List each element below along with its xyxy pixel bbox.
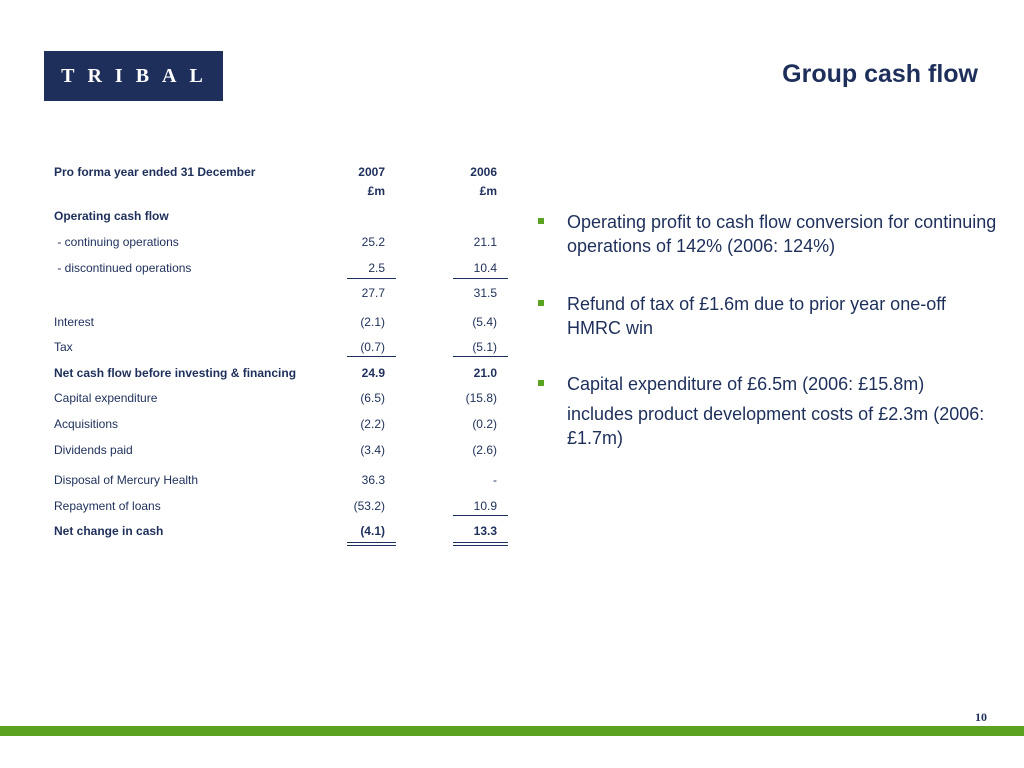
table-row bbox=[54, 315, 514, 335]
table-row bbox=[54, 443, 514, 463]
bullet-square-icon bbox=[538, 300, 544, 306]
table-row bbox=[54, 366, 514, 386]
bullet-text: Capital expenditure of £6.5m (2006: £15.8m) bbox=[567, 374, 925, 394]
table-header-row bbox=[54, 165, 514, 185]
value-2007: (6.5) bbox=[360, 391, 385, 405]
row-label: Net cash flow before investing & financing bbox=[54, 366, 297, 380]
row-label: - continuing operations bbox=[54, 235, 179, 249]
value-2006: 13.3 bbox=[473, 524, 497, 538]
table-row bbox=[54, 340, 514, 360]
page-number: 10 bbox=[975, 710, 987, 724]
value-2007: (2.2) bbox=[360, 417, 385, 431]
table-row bbox=[54, 417, 514, 437]
row-label: Operating cash flow bbox=[54, 209, 169, 223]
row-label: Repayment of loans bbox=[54, 499, 161, 513]
value-2006: (5.4) bbox=[472, 315, 497, 329]
value-2007: 27.7 bbox=[361, 286, 385, 300]
bullet-text: includes product development costs of £2.3m (2006: £1.7m) bbox=[567, 404, 985, 448]
value-2006: - bbox=[493, 473, 497, 487]
table-row bbox=[54, 286, 514, 306]
row-label: Capital expenditure bbox=[54, 391, 158, 405]
value-2007: 24.9 bbox=[361, 366, 385, 380]
year-2007-header: 2007 bbox=[358, 165, 385, 179]
row-label: Acquisitions bbox=[54, 417, 119, 431]
footer-bar bbox=[0, 726, 1024, 736]
subtotal-rule-2006 bbox=[453, 278, 508, 279]
table-row bbox=[54, 235, 514, 255]
row-label: Disposal of Mercury Health bbox=[54, 473, 199, 487]
tribal-logo: TRIBAL bbox=[44, 51, 223, 101]
value-2007: 36.3 bbox=[361, 473, 385, 487]
total-double-rule-2007 bbox=[347, 542, 396, 546]
year-2006-header: 2006 bbox=[470, 165, 497, 179]
row-label: - discontinued operations bbox=[54, 261, 192, 275]
bullet-square-icon bbox=[538, 218, 544, 224]
value-2007: 2.5 bbox=[368, 261, 385, 275]
value-2006: (2.6) bbox=[472, 443, 497, 457]
value-2006: 31.5 bbox=[473, 286, 497, 300]
value-2007: (0.7) bbox=[360, 340, 385, 354]
row-label: Net change in cash bbox=[54, 524, 164, 538]
value-2007: (2.1) bbox=[360, 315, 385, 329]
value-2007: (4.1) bbox=[360, 524, 385, 538]
table-row bbox=[54, 209, 514, 229]
subtotal-rule-2006 bbox=[453, 515, 508, 516]
unit-2006: £m bbox=[479, 184, 497, 198]
page-title: Group cash flow bbox=[782, 60, 978, 88]
row-label: Tax bbox=[54, 340, 73, 354]
value-2006: 10.9 bbox=[473, 499, 497, 513]
value-2006: 21.0 bbox=[473, 366, 497, 380]
row-label: Interest bbox=[54, 315, 95, 329]
subtotal-rule-2007 bbox=[347, 278, 396, 279]
value-2007: (53.2) bbox=[353, 499, 385, 513]
table-row bbox=[54, 391, 514, 411]
value-2007: 25.2 bbox=[361, 235, 385, 249]
row-label: Dividends paid bbox=[54, 443, 133, 457]
bullet-square-icon bbox=[538, 380, 544, 386]
total-double-rule-2006 bbox=[453, 542, 508, 546]
value-2006: (0.2) bbox=[472, 417, 497, 431]
unit-2007: £m bbox=[367, 184, 385, 198]
subtotal-rule-2007 bbox=[347, 356, 396, 357]
value-2006: (5.1) bbox=[472, 340, 497, 354]
bullet-text: Operating profit to cash flow conversion for continuing operations of 142% (2006: 124%) bbox=[567, 212, 997, 256]
value-2006: (15.8) bbox=[465, 391, 497, 405]
table-row bbox=[54, 499, 514, 519]
table-row bbox=[54, 524, 514, 544]
value-2006: 10.4 bbox=[473, 261, 497, 275]
value-2006: 21.1 bbox=[473, 235, 497, 249]
subtotal-rule-2006 bbox=[453, 356, 508, 357]
table-row bbox=[54, 261, 514, 281]
table-row bbox=[54, 473, 514, 493]
period-label: Pro forma year ended 31 December bbox=[54, 165, 256, 179]
value-2007: (3.4) bbox=[360, 443, 385, 457]
bullet-text: Refund of tax of £1.6m due to prior year one-off HMRC win bbox=[567, 294, 946, 338]
table-unit-row bbox=[54, 184, 514, 204]
